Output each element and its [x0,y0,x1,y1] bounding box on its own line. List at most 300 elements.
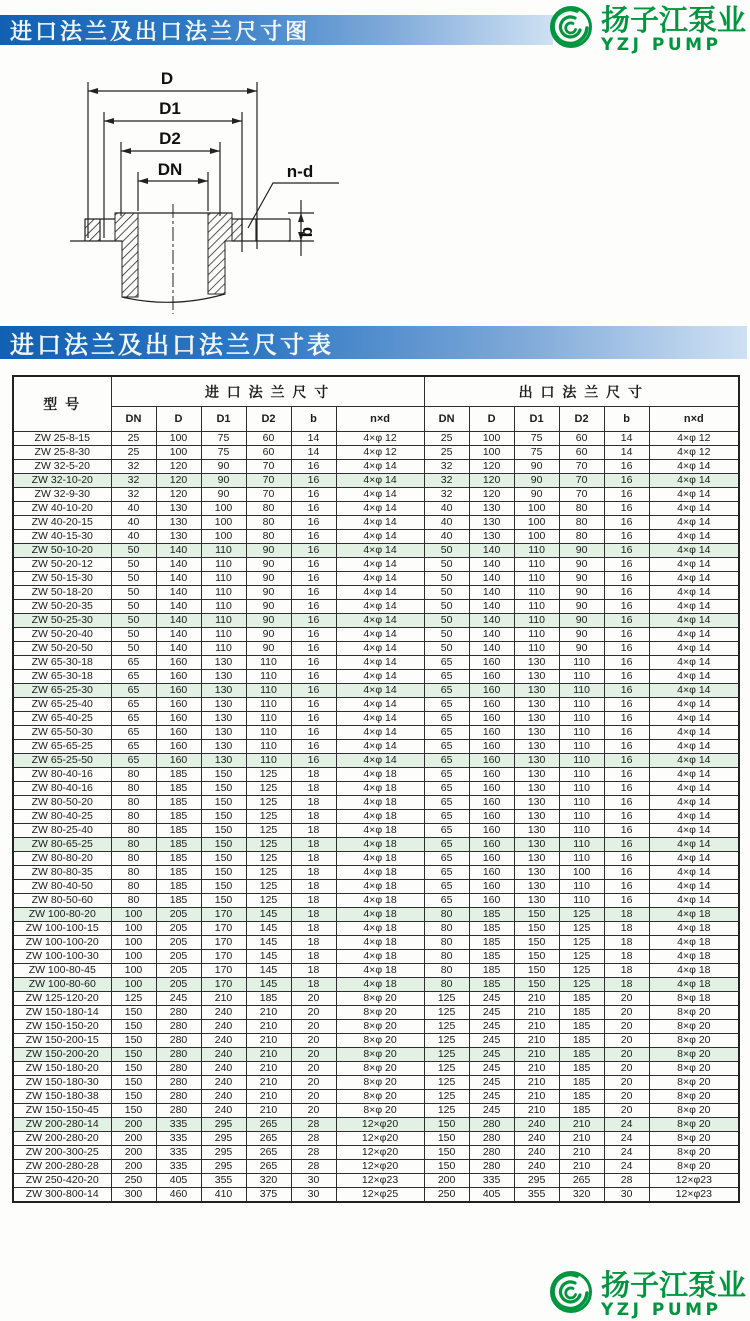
dimension-cell: 205 [156,922,201,936]
dimension-cell: 110 [514,642,559,656]
dimension-cell: 265 [246,1118,291,1132]
model-cell: ZW 50-20-40 [13,628,111,642]
dimension-cell: 20 [291,992,336,1006]
table-row [13,628,739,642]
dimension-cell: 125 [424,992,469,1006]
dimension-cell: 335 [156,1160,201,1174]
dimension-cell: 335 [469,1174,514,1188]
dimension-cell: 185 [559,1048,604,1062]
dimension-cell: 4×φ 14 [649,516,739,530]
dimension-cell: 280 [156,1048,201,1062]
dimension-cell: 70 [559,460,604,474]
dimension-cell: 65 [111,726,156,740]
dimension-cell: 210 [246,1076,291,1090]
dimension-cell: 90 [246,558,291,572]
model-cell: ZW 50-15-30 [13,572,111,586]
dimension-cell: 18 [291,838,336,852]
dimension-cell: 125 [424,1090,469,1104]
dimension-cell: 8×φ 20 [336,1076,424,1090]
table-row [13,530,739,544]
dimension-cell: 4×φ 18 [649,936,739,950]
dimension-cell: 210 [246,1006,291,1020]
table-row [13,1062,739,1076]
dimension-cell: 160 [156,754,201,768]
dimension-cell: 16 [291,684,336,698]
dimension-cell: 80 [111,782,156,796]
dimension-cell: 24 [604,1132,649,1146]
dimension-cell: 160 [469,866,514,880]
dimension-cell: 18 [291,880,336,894]
outlet-col-b: b [604,407,649,432]
dimension-cell: 150 [111,1090,156,1104]
dimension-cell: 205 [156,964,201,978]
dim-label-D: D [160,69,174,88]
model-cell: ZW 150-180-30 [13,1076,111,1090]
dimension-cell: 32 [424,474,469,488]
dimension-cell: 240 [514,1146,559,1160]
dimension-cell: 130 [201,656,246,670]
model-cell: ZW 100-80-60 [13,978,111,992]
dimension-cell: 40 [424,530,469,544]
dimension-cell: 4×φ 14 [336,516,424,530]
dimension-cell: 16 [604,894,649,908]
dimension-cell: 130 [201,740,246,754]
dimension-cell: 170 [201,964,246,978]
inlet-col-D2: D2 [246,407,291,432]
dimension-cell: 130 [514,852,559,866]
dimension-cell: 130 [156,530,201,544]
dimension-cell: 130 [514,670,559,684]
dimension-cell: 90 [514,488,559,502]
dimension-cell: 65 [424,712,469,726]
dimension-cell: 8×φ 20 [649,1034,739,1048]
dimension-cell: 130 [201,698,246,712]
outlet-col-D: D [469,407,514,432]
dimension-cell: 50 [111,628,156,642]
model-cell: ZW 200-280-28 [13,1160,111,1174]
inlet-col-DN: DN [111,407,156,432]
dimension-cell: 160 [469,810,514,824]
dimension-cell: 110 [201,600,246,614]
dimension-cell: 160 [469,754,514,768]
dimension-cell: 110 [559,894,604,908]
dimension-cell: 405 [469,1188,514,1203]
dimension-cell: 16 [291,726,336,740]
dimension-cell: 125 [246,810,291,824]
table-row [13,1090,739,1104]
dimension-cell: 16 [291,614,336,628]
dimension-cell: 16 [604,642,649,656]
logo-brand-cn: 扬子江泵业 [600,1267,746,1302]
dimension-cell: 245 [156,992,201,1006]
dimension-cell: 25 [424,446,469,460]
dimension-cell: 150 [424,1132,469,1146]
dimension-cell: 65 [424,880,469,894]
dimension-cell: 75 [201,432,246,446]
dimension-cell: 240 [201,1006,246,1020]
dimension-cell: 90 [246,628,291,642]
dimension-cell: 280 [156,1034,201,1048]
dimension-cell: 185 [156,824,201,838]
model-cell: ZW 80-80-35 [13,866,111,880]
dimension-cell: 280 [156,1076,201,1090]
logo-brand-en: YZJ PUMP [600,34,722,55]
dimension-cell: 125 [559,978,604,992]
dimension-cell: 20 [291,1090,336,1104]
dimension-cell: 125 [424,1104,469,1118]
dimension-cell: 32 [424,460,469,474]
section-title-table-text: 进口法兰及出口法兰尺寸表 [10,333,334,359]
dimension-cell: 80 [246,502,291,516]
dimension-cell: 32 [111,460,156,474]
dimension-cell: 280 [156,1104,201,1118]
dimension-cell: 280 [156,1090,201,1104]
dimension-cell: 8×φ 20 [336,1020,424,1034]
dimension-cell: 145 [246,936,291,950]
dimension-cell: 60 [246,446,291,460]
dimension-cell: 100 [156,446,201,460]
dimension-cell: 100 [111,936,156,950]
dimension-cell: 4×φ 14 [649,558,739,572]
dimension-cell: 110 [201,558,246,572]
model-cell: ZW 200-280-14 [13,1118,111,1132]
dimension-cell: 4×φ 18 [336,936,424,950]
dimension-cell: 4×φ 18 [336,880,424,894]
dimension-cell: 150 [201,838,246,852]
dimension-cell: 280 [469,1118,514,1132]
dimension-cell: 110 [559,796,604,810]
dimension-cell: 110 [559,824,604,838]
model-cell: ZW 200-300-25 [13,1146,111,1160]
table-row [13,488,739,502]
dimension-cell: 4×φ 14 [336,530,424,544]
dimension-cell: 4×φ 14 [649,782,739,796]
inlet-col-D1: D1 [201,407,246,432]
flange-dimension-diagram [60,66,400,323]
dimension-cell: 16 [604,670,649,684]
model-cell: ZW 40-20-15 [13,516,111,530]
dimension-cell: 40 [111,502,156,516]
dimension-cell: 170 [201,936,246,950]
model-cell: ZW 80-40-16 [13,782,111,796]
table-row [13,1146,739,1160]
section-title-table [0,326,747,359]
table-row [13,600,739,614]
dimension-cell: 4×φ 14 [336,572,424,586]
dimension-cell: 100 [111,908,156,922]
dimension-cell: 4×φ 18 [336,796,424,810]
dimension-cell: 140 [156,544,201,558]
dimension-cell: 20 [604,1020,649,1034]
dimension-cell: 16 [604,474,649,488]
table-row [13,684,739,698]
dimension-cell: 240 [514,1118,559,1132]
model-cell: ZW 150-200-20 [13,1048,111,1062]
model-column-header: 型 号 [13,376,111,432]
dimension-cell: 100 [201,530,246,544]
dimension-cell: 4×φ 14 [649,880,739,894]
dimension-cell: 90 [201,460,246,474]
dimension-cell: 265 [559,1174,604,1188]
dimension-cell: 150 [111,1006,156,1020]
dimension-cell: 18 [604,964,649,978]
table-row [13,712,739,726]
dimension-cell: 16 [604,600,649,614]
table-row [13,572,739,586]
table-row [13,516,739,530]
dimension-cell: 16 [291,740,336,754]
dimension-cell: 130 [514,880,559,894]
dimension-cell: 4×φ 14 [336,642,424,656]
dimension-cell: 12×φ20 [336,1146,424,1160]
dimension-cell: 16 [604,796,649,810]
dimension-cell: 90 [559,642,604,656]
dimension-cell: 110 [514,572,559,586]
model-cell: ZW 80-40-25 [13,810,111,824]
dimension-cell: 210 [514,1090,559,1104]
dimension-cell: 280 [156,1062,201,1076]
dimension-cell: 120 [156,488,201,502]
dimension-cell: 110 [514,614,559,628]
dimension-cell: 16 [604,586,649,600]
dimension-cell: 80 [424,964,469,978]
dimension-cell: 50 [424,614,469,628]
dimension-cell: 8×φ 20 [649,1076,739,1090]
dimension-cell: 335 [156,1118,201,1132]
dimension-cell: 185 [156,810,201,824]
dimension-cell: 12×φ23 [649,1188,739,1203]
model-cell: ZW 40-15-30 [13,530,111,544]
dimension-cell: 110 [246,726,291,740]
dimension-cell: 80 [246,530,291,544]
dimension-cell: 375 [246,1188,291,1203]
dimension-cell: 160 [156,698,201,712]
dimension-cell: 110 [514,586,559,600]
dimension-cell: 4×φ 14 [336,460,424,474]
section-title-diagram [0,15,553,45]
dimension-cell: 280 [469,1132,514,1146]
model-cell: ZW 65-25-40 [13,698,111,712]
dimension-cell: 4×φ 14 [649,810,739,824]
dimension-cell: 30 [291,1188,336,1203]
dimension-cell: 145 [246,908,291,922]
dimension-cell: 16 [604,530,649,544]
dimension-cell: 185 [559,1034,604,1048]
dimension-cell: 50 [424,544,469,558]
table-row [13,432,739,446]
dimension-cell: 185 [559,1076,604,1090]
dimension-cell: 18 [604,950,649,964]
dimension-cell: 4×φ 14 [649,824,739,838]
dimension-cell: 4×φ 14 [649,796,739,810]
model-cell: ZW 50-20-35 [13,600,111,614]
dimension-cell: 4×φ 14 [649,614,739,628]
dimension-cell: 18 [604,908,649,922]
dimension-cell: 65 [424,796,469,810]
model-cell: ZW 50-20-50 [13,642,111,656]
dimension-cell: 140 [469,614,514,628]
model-cell: ZW 32-5-20 [13,460,111,474]
dimension-cell: 4×φ 14 [649,572,739,586]
dimension-cell: 140 [469,544,514,558]
dimension-cell: 130 [514,684,559,698]
dimension-cell: 130 [469,502,514,516]
dimension-cell: 65 [424,740,469,754]
dimension-cell: 110 [559,740,604,754]
inlet-group-header: 进 口 法 兰 尺 寸 [111,376,424,407]
table-row [13,838,739,852]
dimension-cell: 4×φ 14 [649,740,739,754]
dimension-cell: 8×φ 20 [649,1132,739,1146]
dimension-cell: 125 [424,1062,469,1076]
dimension-cell: 4×φ 14 [336,614,424,628]
dimension-cell: 24 [604,1118,649,1132]
dimension-cell: 14 [604,446,649,460]
dimension-cell: 4×φ 14 [649,460,739,474]
dimension-cell: 125 [424,1006,469,1020]
dimension-cell: 245 [469,1090,514,1104]
flange-dimensions-table [12,375,740,1203]
dimension-cell: 130 [201,684,246,698]
dimension-cell: 110 [559,670,604,684]
dimension-cell: 160 [469,796,514,810]
dimension-cell: 4×φ 14 [649,586,739,600]
model-cell: ZW 100-100-20 [13,936,111,950]
model-cell: ZW 80-50-20 [13,796,111,810]
table-row [13,614,739,628]
dimension-cell: 8×φ 20 [649,1160,739,1174]
dimension-cell: 75 [514,446,559,460]
dimension-cell: 130 [469,516,514,530]
dimension-cell: 280 [469,1146,514,1160]
dimension-cell: 160 [469,670,514,684]
dimension-cell: 8×φ 20 [336,1104,424,1118]
dimension-cell: 100 [111,922,156,936]
dimension-cell: 16 [291,502,336,516]
outlet-group-header: 出 口 法 兰 尺 寸 [424,376,739,407]
model-cell: ZW 80-80-20 [13,852,111,866]
dimension-cell: 65 [111,712,156,726]
table-row [13,1076,739,1090]
dimension-cell: 100 [559,866,604,880]
model-cell: ZW 80-65-25 [13,838,111,852]
table-row [13,852,739,866]
dimension-cell: 110 [246,670,291,684]
dimension-cell: 410 [201,1188,246,1203]
dimension-cell: 185 [559,1104,604,1118]
dimension-cell: 160 [469,880,514,894]
dimension-cell: 205 [156,908,201,922]
dimension-cell: 16 [291,586,336,600]
dimension-cell: 265 [246,1160,291,1174]
dimension-cell: 185 [559,992,604,1006]
dimension-cell: 50 [424,558,469,572]
dimension-cell: 80 [111,768,156,782]
dimension-cell: 110 [559,684,604,698]
dimension-cell: 205 [156,950,201,964]
dimension-cell: 12×φ20 [336,1160,424,1174]
dimension-cell: 210 [246,1020,291,1034]
dimension-cell: 16 [604,824,649,838]
table-row [13,502,739,516]
logo-text [600,1267,746,1320]
dimension-cell: 4×φ 12 [649,432,739,446]
dimension-cell: 12×φ20 [336,1118,424,1132]
company-logo-footer [547,1268,746,1321]
dimension-cell: 16 [604,726,649,740]
dimension-cell: 80 [111,894,156,908]
dimension-cell: 65 [424,810,469,824]
dimension-cell: 65 [424,824,469,838]
dimension-cell: 240 [201,1090,246,1104]
dimension-cell: 245 [469,1076,514,1090]
dimension-cell: 140 [469,572,514,586]
table-row [13,1104,739,1118]
model-cell: ZW 100-100-30 [13,950,111,964]
dimension-cell: 14 [291,432,336,446]
dimension-cell: 25 [111,446,156,460]
model-cell: ZW 80-40-50 [13,880,111,894]
model-cell: ZW 25-8-15 [13,432,111,446]
dimension-cell: 4×φ 18 [336,782,424,796]
dimension-cell: 4×φ 18 [649,964,739,978]
dimension-cell: 185 [469,964,514,978]
dimension-cell: 140 [469,600,514,614]
logo-text [600,2,746,55]
dimension-cell: 335 [156,1146,201,1160]
dimension-cell: 245 [469,1104,514,1118]
dimension-cell: 110 [559,880,604,894]
dimension-cell: 24 [604,1146,649,1160]
dimension-cell: 16 [291,558,336,572]
dimension-cell: 4×φ 14 [649,670,739,684]
dimension-cell: 4×φ 18 [336,922,424,936]
dimension-cell: 4×φ 14 [649,656,739,670]
dimension-cell: 40 [111,516,156,530]
dimension-cell: 4×φ 14 [649,474,739,488]
dimension-cell: 16 [604,740,649,754]
dimension-cell: 50 [424,586,469,600]
dimension-cell: 4×φ 14 [336,600,424,614]
dimension-cell: 125 [559,950,604,964]
model-cell: ZW 200-280-20 [13,1132,111,1146]
dimension-cell: 65 [424,768,469,782]
dimension-cell: 130 [514,894,559,908]
dimension-cell: 80 [559,502,604,516]
dimension-cell: 4×φ 14 [649,544,739,558]
dimension-cell: 170 [201,922,246,936]
dimension-cell: 80 [424,922,469,936]
dimension-cell: 65 [424,656,469,670]
dimension-cell: 160 [469,768,514,782]
dimension-cell: 110 [514,600,559,614]
dimension-cell: 80 [111,866,156,880]
dimension-cell: 130 [514,810,559,824]
dimension-cell: 16 [604,810,649,824]
dimension-cell: 130 [514,838,559,852]
table-row [13,670,739,684]
dimension-cell: 150 [514,936,559,950]
dimension-cell: 210 [246,1104,291,1118]
dimension-cell: 80 [111,824,156,838]
model-cell: ZW 40-10-20 [13,502,111,516]
dimension-cell: 150 [424,1160,469,1174]
dimension-cell: 130 [201,754,246,768]
dimension-cell: 150 [514,950,559,964]
dimension-cell: 16 [604,572,649,586]
dimension-cell: 65 [111,670,156,684]
dimension-cell: 8×φ 20 [649,1104,739,1118]
